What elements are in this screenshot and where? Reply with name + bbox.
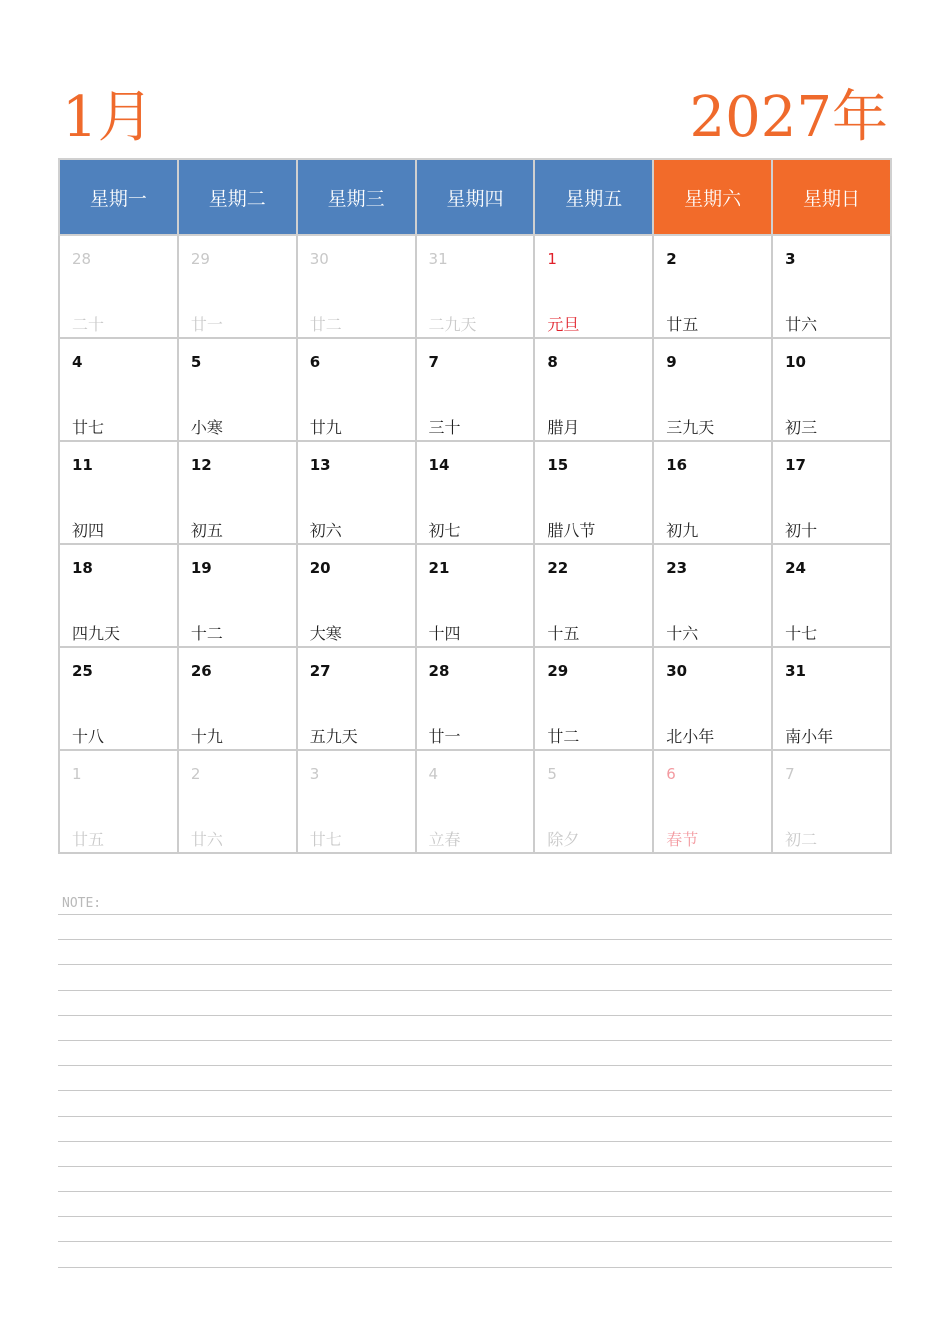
- day-cell[interactable]: [178, 338, 297, 441]
- calendar-body: [59, 235, 891, 853]
- day-number: 20: [309, 559, 331, 577]
- note-line[interactable]: [58, 914, 892, 915]
- lunar-label: 十七: [785, 624, 818, 643]
- day-cell[interactable]: [297, 750, 416, 853]
- lunar-label: 廿七: [72, 418, 105, 437]
- weekday-header: 星期三: [297, 159, 416, 235]
- weekday-header: 星期一: [59, 159, 178, 235]
- note-line[interactable]: [58, 1216, 892, 1217]
- week-row: [59, 544, 891, 647]
- day-number: 7: [785, 765, 795, 783]
- day-number: 28: [428, 662, 450, 680]
- day-number: 14: [428, 456, 450, 474]
- day-cell[interactable]: [59, 647, 178, 750]
- lunar-label: 小寒: [190, 418, 223, 437]
- day-cell[interactable]: [416, 441, 535, 544]
- week-row: [59, 441, 891, 544]
- lunar-label: 初六: [309, 521, 342, 540]
- day-number: 6: [666, 765, 676, 783]
- day-cell[interactable]: [297, 544, 416, 647]
- note-line[interactable]: [58, 1166, 892, 1167]
- lunar-label: 初二: [785, 830, 818, 849]
- note-line[interactable]: [58, 1141, 892, 1142]
- day-cell[interactable]: [178, 441, 297, 544]
- note-line[interactable]: [58, 1015, 892, 1016]
- day-number: 5: [547, 765, 557, 783]
- day-cell[interactable]: [416, 544, 535, 647]
- note-line[interactable]: [58, 1191, 892, 1192]
- lunar-label: 大寒: [309, 624, 342, 643]
- day-cell[interactable]: [178, 750, 297, 853]
- day-number: 12: [190, 456, 212, 474]
- day-number: 17: [785, 456, 806, 474]
- day-cell[interactable]: [59, 338, 178, 441]
- weekday-header: 星期二: [178, 159, 297, 235]
- day-cell[interactable]: [534, 235, 653, 338]
- day-number: 21: [428, 559, 450, 577]
- day-cell[interactable]: [59, 544, 178, 647]
- day-number: 2: [666, 250, 677, 268]
- day-number: 9: [666, 353, 677, 371]
- lunar-label: 廿五: [72, 830, 105, 849]
- day-number: 26: [190, 662, 212, 680]
- day-number: 1: [72, 765, 82, 783]
- day-cell[interactable]: [59, 441, 178, 544]
- day-cell[interactable]: [416, 647, 535, 750]
- day-cell[interactable]: [416, 750, 535, 853]
- day-cell[interactable]: [59, 750, 178, 853]
- day-cell[interactable]: [653, 647, 772, 750]
- day-cell[interactable]: [178, 647, 297, 750]
- day-number: 1: [547, 250, 557, 268]
- day-number: 29: [190, 250, 210, 268]
- lunar-label: 十五: [547, 624, 580, 643]
- day-number: 15: [547, 456, 569, 474]
- lunar-label: 春节: [666, 830, 699, 849]
- lunar-label: 廿一: [428, 727, 461, 746]
- lunar-label: 初五: [190, 521, 223, 540]
- lunar-label: 初十: [785, 521, 818, 540]
- day-number: 25: [72, 662, 93, 680]
- day-cell[interactable]: [772, 338, 891, 441]
- day-number: 13: [309, 456, 331, 474]
- day-cell[interactable]: [772, 235, 891, 338]
- lunar-label: 二九天: [428, 315, 477, 334]
- day-number: 31: [785, 662, 806, 680]
- day-number: 24: [785, 559, 806, 577]
- day-number: 3: [309, 765, 320, 783]
- day-number: 23: [666, 559, 688, 577]
- lunar-label: 廿六: [785, 315, 818, 334]
- day-cell[interactable]: [416, 338, 535, 441]
- note-line[interactable]: [58, 1090, 892, 1091]
- lunar-label: 四九天: [72, 624, 121, 643]
- day-cell[interactable]: [653, 235, 772, 338]
- day-cell[interactable]: [534, 647, 653, 750]
- lunar-label: 元旦: [547, 315, 580, 334]
- note-line[interactable]: [58, 1241, 892, 1242]
- lunar-label: 廿九: [309, 418, 342, 437]
- lunar-label: 二十: [72, 315, 105, 334]
- calendar-grid: [58, 158, 892, 854]
- note-line[interactable]: [58, 1116, 892, 1117]
- week-row: [59, 750, 891, 853]
- lunar-label: 十九: [190, 727, 223, 746]
- lunar-label: 十六: [666, 624, 699, 643]
- day-number: 30: [666, 662, 688, 680]
- day-cell[interactable]: [178, 544, 297, 647]
- day-number: 11: [72, 456, 93, 474]
- lunar-label: 十四: [428, 624, 461, 643]
- lunar-label: 南小年: [785, 727, 834, 746]
- note-line[interactable]: [58, 964, 892, 965]
- lunar-label: 三十: [428, 418, 461, 437]
- note-lines: [58, 914, 892, 1292]
- day-cell[interactable]: [297, 441, 416, 544]
- lunar-label: 廿五: [666, 315, 699, 334]
- day-number: 10: [785, 353, 806, 371]
- lunar-label: 十二: [190, 624, 223, 643]
- day-number: 16: [666, 456, 688, 474]
- lunar-label: 五九天: [309, 727, 358, 746]
- day-cell[interactable]: [772, 544, 891, 647]
- weekday-header-row: [59, 159, 891, 235]
- day-cell[interactable]: [297, 235, 416, 338]
- weekday-header: 星期四: [416, 159, 535, 235]
- day-number: 31: [428, 250, 448, 268]
- day-number: 18: [72, 559, 93, 577]
- day-number: 27: [309, 662, 331, 680]
- lunar-label: 廿七: [309, 830, 342, 849]
- lunar-label: 除夕: [547, 830, 580, 849]
- day-cell[interactable]: [653, 544, 772, 647]
- lunar-label: 廿二: [309, 315, 342, 334]
- weekday-header: 星期日: [772, 159, 891, 235]
- month-title: 1月: [62, 85, 154, 150]
- day-cell[interactable]: [653, 441, 772, 544]
- note-label: NOTE:: [62, 896, 102, 911]
- day-number: 6: [309, 353, 321, 371]
- lunar-label: 廿二: [547, 727, 580, 746]
- day-cell[interactable]: [772, 647, 891, 750]
- lunar-label: 北小年: [666, 727, 715, 746]
- day-cell[interactable]: [416, 235, 535, 338]
- day-cell[interactable]: [772, 441, 891, 544]
- lunar-label: 初七: [428, 521, 461, 540]
- day-number: 19: [190, 559, 212, 577]
- day-number: 4: [428, 765, 439, 783]
- lunar-label: 三九天: [666, 418, 715, 437]
- day-number: 29: [547, 662, 569, 680]
- lunar-label: 初九: [666, 521, 699, 540]
- lunar-label: 初四: [72, 521, 105, 540]
- lunar-label: 廿一: [190, 315, 223, 334]
- day-number: 5: [190, 353, 202, 371]
- day-cell[interactable]: [297, 647, 416, 750]
- day-number: 30: [309, 250, 329, 268]
- lunar-label: 十八: [72, 727, 105, 746]
- day-cell[interactable]: [653, 750, 772, 853]
- day-number: 8: [547, 353, 558, 371]
- day-number: 3: [785, 250, 796, 268]
- lunar-label: 腊八节: [547, 521, 596, 540]
- week-row: [59, 647, 891, 750]
- day-number: 7: [428, 353, 439, 371]
- day-cell[interactable]: [534, 338, 653, 441]
- lunar-label: 立春: [428, 830, 461, 849]
- weekday-header: 星期五: [534, 159, 653, 235]
- note-line[interactable]: [58, 1040, 892, 1041]
- year-title: 2027年: [689, 85, 888, 150]
- day-number: 28: [72, 250, 92, 268]
- lunar-label: 腊月: [547, 418, 580, 437]
- day-cell[interactable]: [178, 235, 297, 338]
- week-row: [59, 338, 891, 441]
- lunar-label: 廿六: [190, 830, 223, 849]
- day-cell[interactable]: [534, 750, 653, 853]
- day-cell[interactable]: [772, 750, 891, 853]
- day-cell[interactable]: [59, 235, 178, 338]
- day-number: 4: [72, 353, 83, 371]
- note-line[interactable]: [58, 990, 892, 991]
- note-line[interactable]: [58, 1267, 892, 1268]
- day-cell[interactable]: [534, 441, 653, 544]
- day-number: 22: [547, 559, 569, 577]
- day-cell[interactable]: [534, 544, 653, 647]
- note-line[interactable]: [58, 1065, 892, 1066]
- week-row: [59, 235, 891, 338]
- day-cell[interactable]: [653, 338, 772, 441]
- day-cell[interactable]: [297, 338, 416, 441]
- weekday-header: 星期六: [653, 159, 772, 235]
- lunar-label: 初三: [785, 418, 818, 437]
- note-line[interactable]: [58, 939, 892, 940]
- day-number: 2: [190, 765, 201, 783]
